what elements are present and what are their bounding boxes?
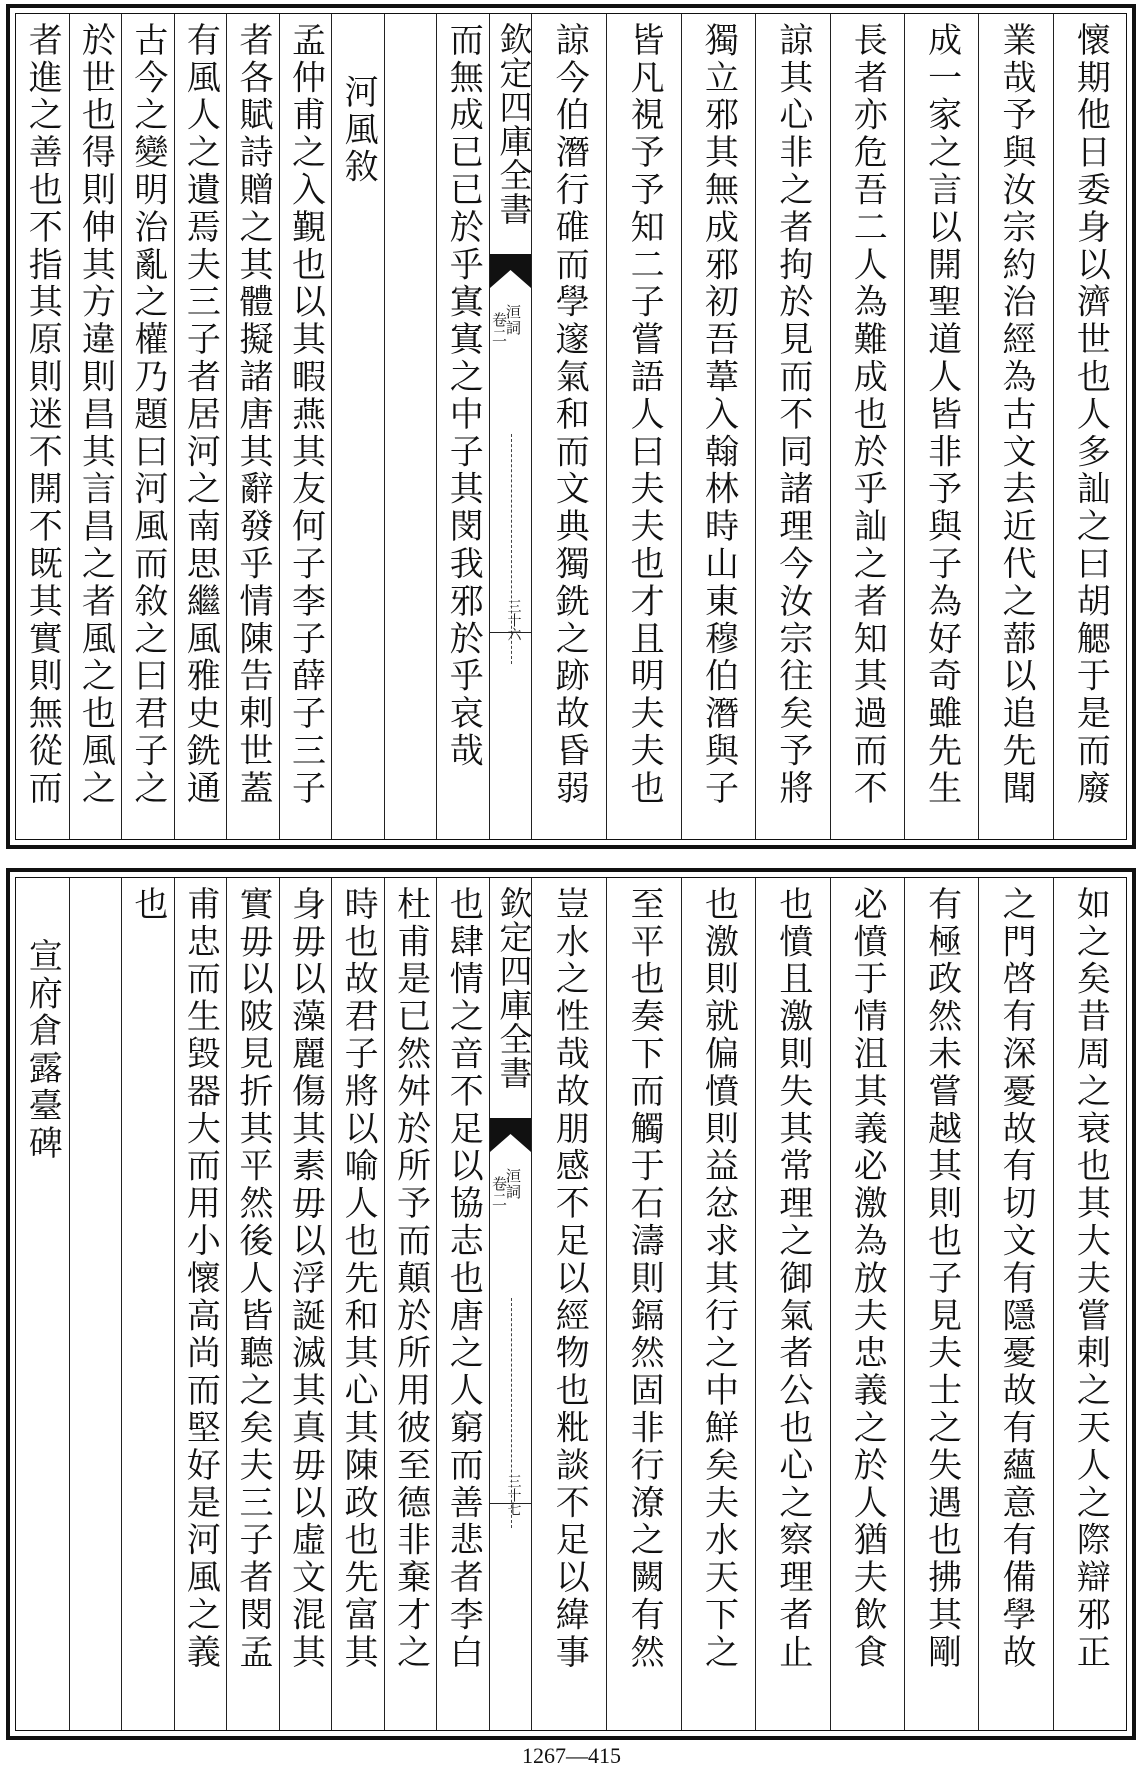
- bottom-page-frame: [15, 877, 1127, 1731]
- column-text: 杜甫是已然舛於所予而顛於所用彼至德非棄才之: [390, 886, 431, 1672]
- top-page-frame: [15, 13, 1127, 840]
- fish-tail-mark-icon: [490, 1118, 531, 1152]
- column-text: 有風人之遺焉夫三子者居河之南思繼風雅史銑通: [180, 22, 221, 808]
- column-text: 身毋以藻麗傷其素毋以浮誕滅其真毋以虛文混其: [285, 886, 326, 1672]
- column-text: 也激則就偏憤則益忿求其行之中鮮矣夫水天下之: [698, 886, 739, 1672]
- column-text: 獨立邪其無成邪初吾葦入翰林時山東穆伯潛與子: [698, 22, 739, 808]
- text-column: [830, 878, 904, 1730]
- text-column: [279, 14, 332, 839]
- column-text: 如之矣昔周之衰也其大夫嘗剌之天人之際辯邪正: [1070, 886, 1111, 1672]
- text-column: [174, 14, 227, 839]
- text-column: [436, 14, 489, 839]
- text-column: [830, 14, 904, 839]
- text-column: [532, 14, 606, 839]
- column-text: 甫忠而生毀器大而用小懷高尚而堅好是河風之義: [180, 886, 221, 1672]
- text-column: [904, 878, 978, 1730]
- text-column: [121, 14, 174, 839]
- column-text: 必憤于情沮其義必激為放夫忠義之於人猶夫飲食: [847, 886, 888, 1672]
- text-column: [69, 878, 122, 1730]
- column-text: 者進之善也不指其原則迷不開不既其實則無從而: [22, 22, 63, 808]
- fold-divider: [490, 632, 531, 633]
- column-text: 也憤且激則失其常理之御氣者公也心之察理者止: [772, 886, 813, 1672]
- fold-volume-label: 卷二: [490, 1176, 508, 1208]
- column-text: 皆凡視予予知二子嘗語人曰夫夫也才且明夫夫也: [624, 22, 665, 808]
- text-column: [331, 878, 384, 1730]
- text-column: [331, 14, 384, 839]
- fold-volume: [490, 312, 507, 344]
- column-text: 於世也得則伸其方違則昌其言昌之者風之也風之: [75, 22, 116, 808]
- text-column: [532, 878, 606, 1730]
- text-column: [226, 878, 279, 1730]
- column-text: 長者亦危吾二人為難成也於乎訕之者知其過而不: [847, 22, 888, 808]
- column-text: 而無成已已於乎寘寘之中子其閔我邪於乎哀哉: [443, 22, 484, 770]
- text-column: [226, 14, 279, 839]
- column-text: 河風敘: [338, 74, 379, 187]
- fold-divider: [490, 1503, 531, 1504]
- column-text: 實毋以陂見折其平然後人皆聽之矣夫三子者閔孟: [232, 886, 273, 1672]
- fish-tail-mark-icon: [490, 254, 531, 288]
- column-text: 懷期他日委身以濟世也人多訕之曰胡䚡于是而廢: [1070, 22, 1111, 808]
- fold-volume: [490, 1176, 507, 1208]
- fold-title: 欽定四庫全書: [494, 22, 534, 226]
- column-text: 也肆情之音不足以協志也唐之人窮而善悲者李白: [443, 886, 484, 1672]
- column-text: 諒其心非之者拘於見而不同諸理今汝宗往矣予將: [772, 22, 813, 808]
- column-text: 之門啓有深憂故有切文有隱憂故有蘊意有備學故: [995, 886, 1036, 1672]
- text-column: [755, 878, 829, 1730]
- text-column: [16, 14, 69, 839]
- text-column: [174, 878, 227, 1730]
- fold-page-number: 三十七: [505, 1474, 522, 1516]
- column-text: 至平也奏下而觸于石濤則鎘然固非行潦之闕有然: [624, 886, 665, 1672]
- column-text: 者各賦詩贈之其體擬諸唐其辭發乎情陳告剌世蓋: [232, 22, 273, 808]
- text-column: [121, 878, 174, 1730]
- text-column: [1053, 14, 1127, 839]
- text-column: [69, 14, 122, 839]
- text-column: [279, 878, 332, 1730]
- text-column: [436, 878, 489, 1730]
- top-page: [6, 4, 1136, 849]
- text-column: [681, 878, 755, 1730]
- column-text: 孟仲甫之入覲也以其暇燕其友何子李子薛子三子: [285, 22, 326, 808]
- text-column: [755, 14, 829, 839]
- bottom-fold-column: [489, 878, 532, 1730]
- column-text: 時也故君子將以喻人也先和其心其陳政也先富其: [338, 886, 379, 1672]
- text-column: [681, 14, 755, 839]
- page-footer-number: 1267—415: [522, 1743, 621, 1768]
- text-column: [606, 14, 680, 839]
- fold-title: 欽定四庫全書: [494, 886, 534, 1090]
- column-text: 有極政然未嘗越其則也子見夫士之失遇也拂其剛: [921, 886, 962, 1672]
- fold-volume-label: 卷二: [490, 312, 508, 344]
- text-column: [606, 878, 680, 1730]
- text-column: [384, 14, 437, 839]
- bottom-page: [6, 868, 1136, 1740]
- column-text: 也: [127, 886, 168, 924]
- fold-book-title: 洹詞: [504, 304, 522, 336]
- column-text: 古今之變明治亂之權乃題曰河風而敘之曰君子之: [127, 22, 168, 808]
- column-text: 諒今伯潛行碓而學邃氣和而文典獨銑之跡故昏弱: [549, 22, 590, 808]
- fold-page-number: 三十六: [505, 599, 522, 641]
- text-column: [384, 878, 437, 1730]
- text-column: [1053, 878, 1127, 1730]
- text-column: [904, 14, 978, 839]
- column-text: 宣府倉露臺碑: [22, 938, 63, 1163]
- column-text: 業哉予與汝宗約治經為古文去近代之蔀以追先聞: [995, 22, 1036, 808]
- text-column: [16, 878, 69, 1730]
- column-text: 成一家之言以開聖道人皆非予與子為好奇雖先生: [921, 22, 962, 808]
- top-fold-column: [489, 14, 532, 839]
- column-text: 豈水之性哉故朋感不足以經物也粃談不足以緯事: [549, 886, 590, 1672]
- text-column: [978, 878, 1052, 1730]
- fold-book-title: 洹詞: [504, 1168, 522, 1200]
- text-column: [978, 14, 1052, 839]
